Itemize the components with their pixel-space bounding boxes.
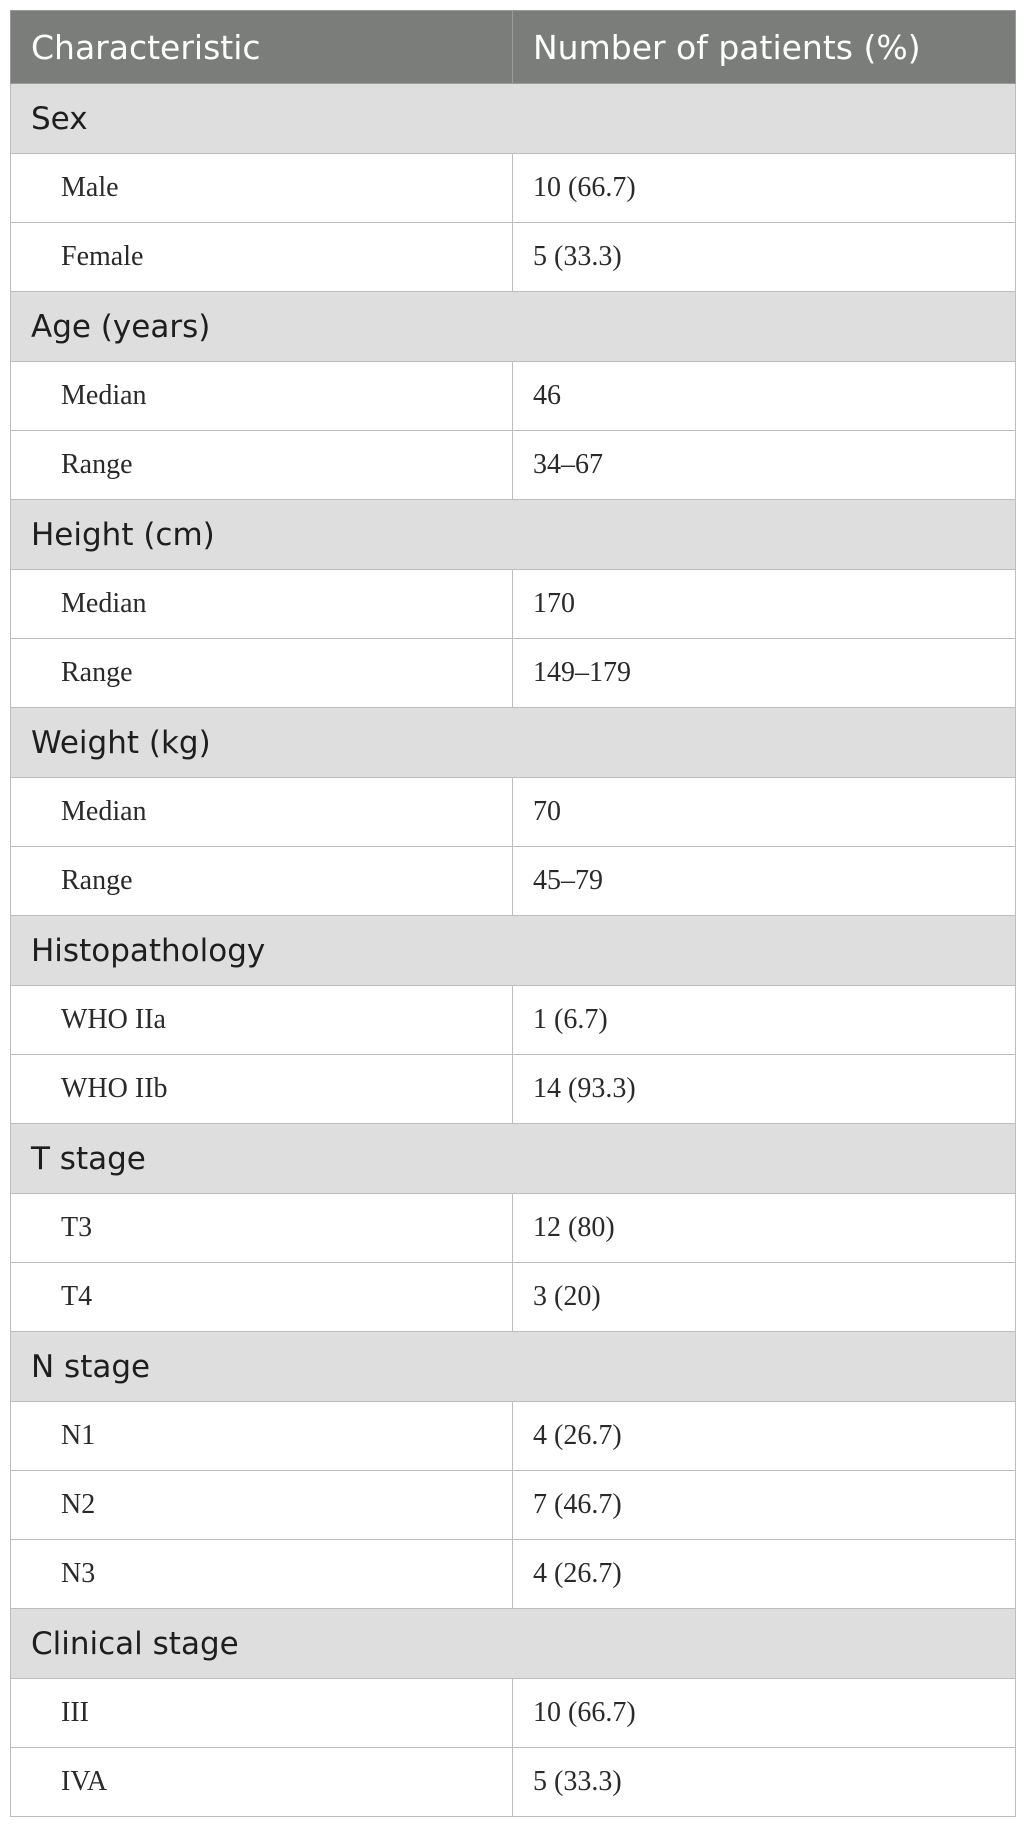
row-label: N1 — [11, 1402, 513, 1471]
row-label: WHO IIa — [11, 986, 513, 1055]
row-label: Range — [11, 431, 513, 500]
table-body — [11, 84, 1016, 1817]
row-value: 149–179 — [513, 639, 1016, 708]
row-value: 7 (46.7) — [513, 1471, 1016, 1540]
table-row — [11, 570, 1016, 639]
table-row — [11, 154, 1016, 223]
row-value: 70 — [513, 778, 1016, 847]
table-row — [11, 1402, 1016, 1471]
table-row — [11, 1679, 1016, 1748]
row-label: Median — [11, 362, 513, 431]
group-row — [11, 84, 1016, 154]
header-characteristic: Characteristic — [11, 11, 513, 84]
row-value: 10 (66.7) — [513, 1679, 1016, 1748]
table-row — [11, 639, 1016, 708]
row-value: 5 (33.3) — [513, 1748, 1016, 1817]
row-value: 12 (80) — [513, 1194, 1016, 1263]
row-label: T4 — [11, 1263, 513, 1332]
group-title: N stage — [11, 1332, 1016, 1402]
patient-characteristics-table-container — [10, 10, 1015, 1817]
table-row — [11, 1748, 1016, 1817]
row-value: 45–79 — [513, 847, 1016, 916]
row-value: 4 (26.7) — [513, 1540, 1016, 1609]
table-row — [11, 1055, 1016, 1124]
patient-characteristics-table — [10, 10, 1016, 1817]
row-label: Female — [11, 223, 513, 292]
row-label: III — [11, 1679, 513, 1748]
group-title: Sex — [11, 84, 1016, 154]
row-value: 4 (26.7) — [513, 1402, 1016, 1471]
row-label: Median — [11, 778, 513, 847]
table-row — [11, 1540, 1016, 1609]
row-label: N2 — [11, 1471, 513, 1540]
group-title: Weight (kg) — [11, 708, 1016, 778]
row-label: N3 — [11, 1540, 513, 1609]
group-row — [11, 500, 1016, 570]
row-value: 46 — [513, 362, 1016, 431]
row-value: 34–67 — [513, 431, 1016, 500]
group-row — [11, 1124, 1016, 1194]
table-row — [11, 1194, 1016, 1263]
row-label: Range — [11, 639, 513, 708]
group-row — [11, 1609, 1016, 1679]
row-label: WHO IIb — [11, 1055, 513, 1124]
group-title: Age (years) — [11, 292, 1016, 362]
row-label: IVA — [11, 1748, 513, 1817]
group-row — [11, 1332, 1016, 1402]
group-row — [11, 916, 1016, 986]
table-row — [11, 223, 1016, 292]
group-row — [11, 708, 1016, 778]
row-value: 14 (93.3) — [513, 1055, 1016, 1124]
row-value: 3 (20) — [513, 1263, 1016, 1332]
table-row — [11, 847, 1016, 916]
row-label: Median — [11, 570, 513, 639]
table-row — [11, 1263, 1016, 1332]
table-header — [11, 11, 1016, 84]
header-number-of-patients: Number of patients (%) — [513, 11, 1016, 84]
row-label: Range — [11, 847, 513, 916]
group-title: T stage — [11, 1124, 1016, 1194]
header-row — [11, 11, 1016, 84]
row-label: T3 — [11, 1194, 513, 1263]
group-row — [11, 292, 1016, 362]
table-row — [11, 431, 1016, 500]
table-row — [11, 986, 1016, 1055]
table-row — [11, 778, 1016, 847]
row-value: 10 (66.7) — [513, 154, 1016, 223]
row-value: 5 (33.3) — [513, 223, 1016, 292]
row-value: 1 (6.7) — [513, 986, 1016, 1055]
group-title: Histopathology — [11, 916, 1016, 986]
group-title: Height (cm) — [11, 500, 1016, 570]
table-row — [11, 1471, 1016, 1540]
row-value: 170 — [513, 570, 1016, 639]
table-row — [11, 362, 1016, 431]
row-label: Male — [11, 154, 513, 223]
group-title: Clinical stage — [11, 1609, 1016, 1679]
